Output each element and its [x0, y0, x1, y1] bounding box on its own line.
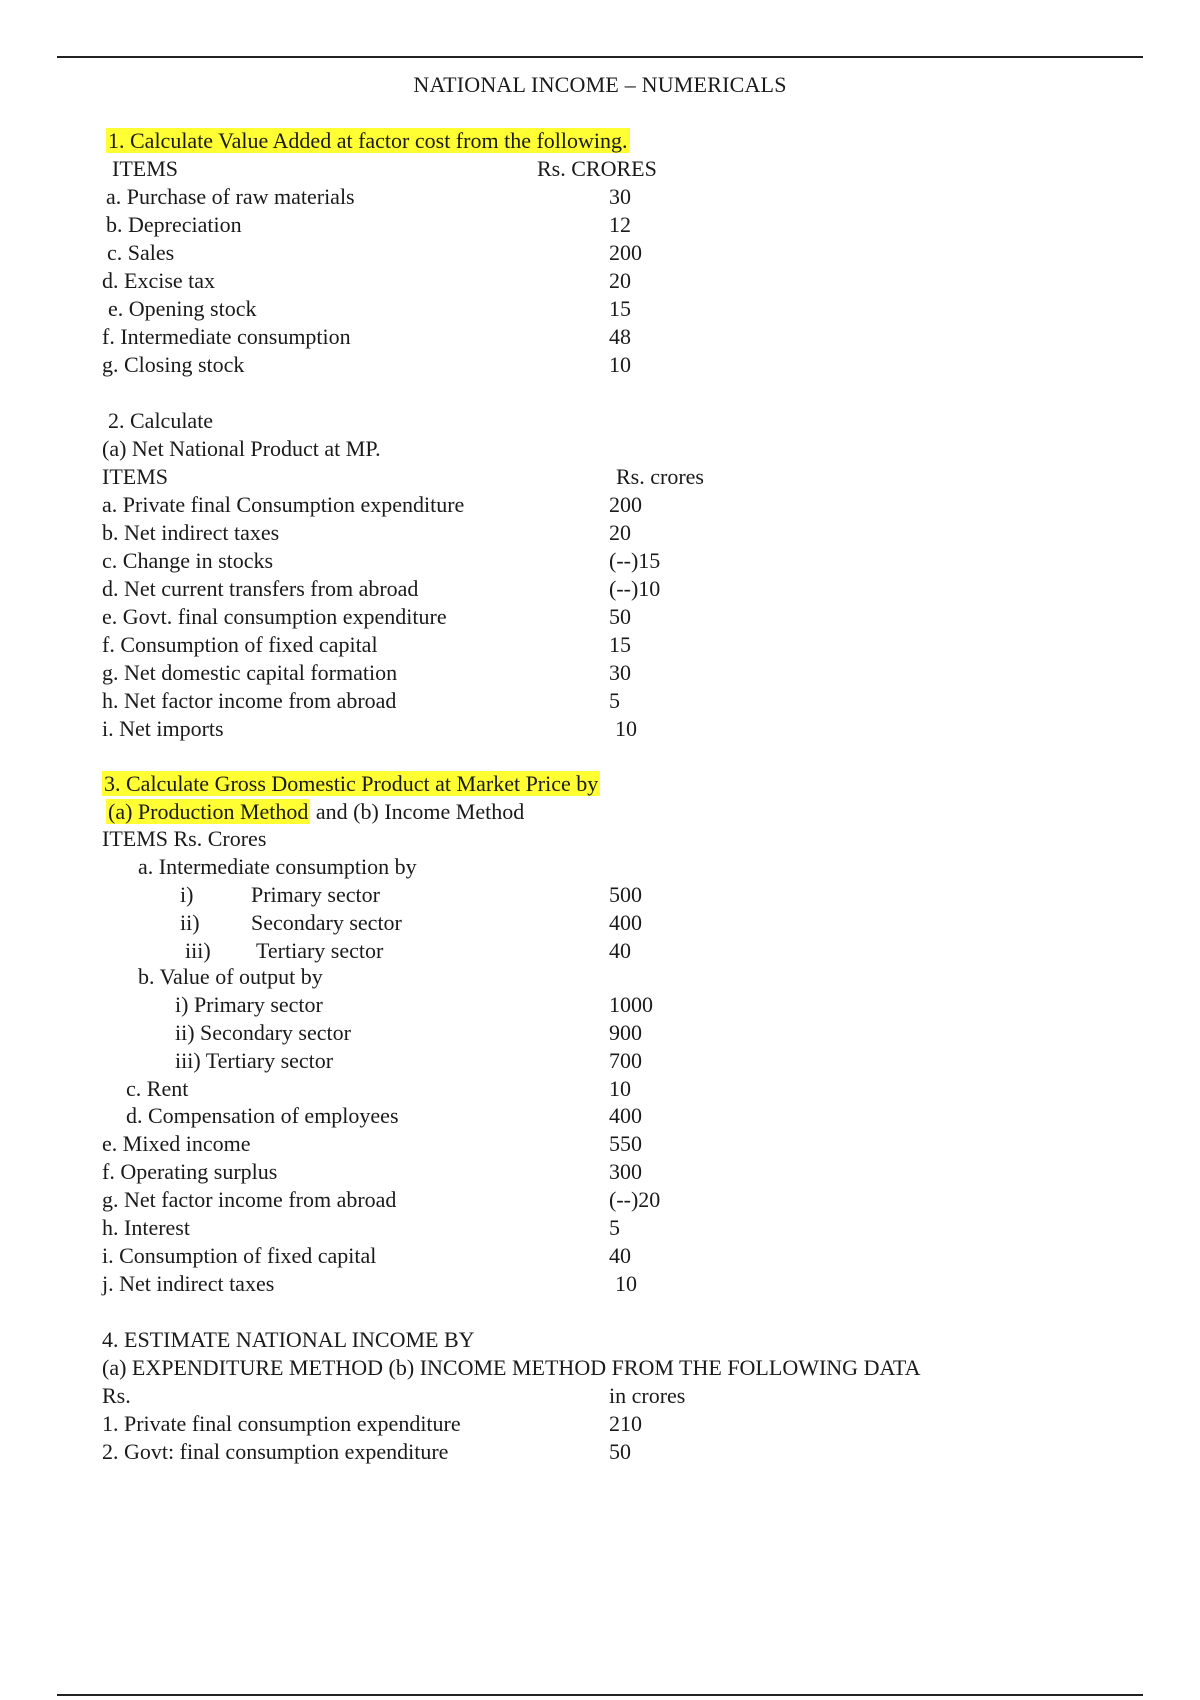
- q3-heading-line2: [106, 799, 524, 825]
- q3-a-row-value: 500: [609, 882, 642, 907]
- q4-row-label: 2. Govt: final consumption expenditure: [102, 1439, 449, 1464]
- q1-row-label: g. Closing stock: [102, 352, 245, 377]
- q1-heading: [106, 128, 630, 154]
- q3-b-row-label: iii) Tertiary sector: [175, 1048, 334, 1073]
- q1-row-value: 12: [609, 212, 631, 237]
- q2-col-unit: Rs. crores: [616, 464, 704, 489]
- q3-b-row-value: 900: [609, 1020, 642, 1045]
- q1-row-label: e. Opening stock: [108, 296, 257, 321]
- q2-row-value: 5: [609, 688, 620, 713]
- bottom-rule: [57, 1694, 1143, 1696]
- q3-a-row-label: Secondary sector: [251, 910, 402, 935]
- q3-row-value: 40: [609, 1243, 631, 1268]
- q3-heading-highlight: 3. Calculate Gross Domestic Product at Market Price by: [104, 771, 599, 796]
- q2-row-value: (--)15: [609, 548, 661, 573]
- q1-row-label: d. Excise tax: [102, 268, 216, 293]
- q3-a-row-value: 400: [609, 910, 642, 935]
- q2-row-label: f. Consumption of fixed capital: [102, 632, 378, 657]
- q3-row-value: 550: [609, 1131, 642, 1156]
- q2-row-value: 30: [609, 660, 631, 685]
- q1-row-label: f. Intermediate consumption: [102, 324, 351, 349]
- q1-col-unit: Rs. CRORES: [537, 156, 657, 181]
- q3-heading-rest: and (b) Income Method: [310, 799, 525, 824]
- q3-row-value: 300: [609, 1159, 642, 1184]
- q4-row-label: 1. Private final consumption expenditure: [102, 1411, 461, 1436]
- q4-col-left: Rs.: [102, 1383, 131, 1408]
- q2-row-label: h. Net factor income from abroad: [102, 688, 397, 713]
- q1-row-value: 10: [609, 352, 631, 377]
- q1-row-value: 15: [609, 296, 631, 321]
- q3-heading-line1: [102, 771, 600, 797]
- q2-row-label: i. Net imports: [102, 716, 224, 741]
- q4-subheading: (a) EXPENDITURE METHOD (b) INCOME METHOD FROM THE FOLLOWING DATA: [102, 1355, 921, 1380]
- q3-row-label: d. Compensation of employees: [126, 1103, 399, 1128]
- q3-row-label: f. Operating surplus: [102, 1159, 278, 1184]
- q3-a-num: iii): [185, 938, 211, 963]
- q2-row-label: d. Net current transfers from abroad: [102, 576, 419, 601]
- q2-row-value: 200: [609, 492, 642, 517]
- q2-row-label: c. Change in stocks: [102, 548, 274, 573]
- q2-heading: 2. Calculate: [108, 408, 214, 433]
- q4-row-value: 50: [609, 1439, 631, 1464]
- q3-a-row-label: Primary sector: [251, 882, 380, 907]
- q3-col-header: ITEMS Rs. Crores: [102, 826, 267, 851]
- q3-b-row-label: i) Primary sector: [175, 992, 323, 1017]
- q4-col-right: in crores: [609, 1383, 686, 1408]
- q3-a-num: i): [180, 882, 194, 907]
- q4-row-value: 210: [609, 1411, 642, 1436]
- q3-a-label: a. Intermediate consumption by: [138, 854, 417, 879]
- q1-row-label: a. Purchase of raw materials: [106, 184, 355, 209]
- q2-row-value: 10: [615, 716, 637, 741]
- q3-heading-highlight-method: (a) Production Method: [108, 799, 309, 824]
- q1-row-value: 20: [609, 268, 631, 293]
- q2-row-label: g. Net domestic capital formation: [102, 660, 398, 685]
- q3-a-row-value: 40: [609, 938, 631, 963]
- q3-row-label: e. Mixed income: [102, 1131, 251, 1156]
- q3-b-row-value: 1000: [609, 992, 653, 1017]
- q2-subheading: (a) Net National Product at MP.: [102, 436, 381, 461]
- q2-row-label: a. Private final Consumption expenditure: [102, 492, 465, 517]
- q3-row-value: 400: [609, 1103, 642, 1128]
- q3-a-row-label: Tertiary sector: [256, 938, 384, 963]
- q4-heading: 4. ESTIMATE NATIONAL INCOME BY: [102, 1327, 475, 1352]
- q3-row-label: c. Rent: [126, 1076, 189, 1101]
- q3-b-row-label: ii) Secondary sector: [175, 1020, 351, 1045]
- q1-col-items: ITEMS: [112, 156, 178, 181]
- q3-row-label: i. Consumption of fixed capital: [102, 1243, 377, 1268]
- q3-row-label: g. Net factor income from abroad: [102, 1187, 397, 1212]
- q2-row-value: (--)10: [609, 576, 661, 601]
- q3-row-label: h. Interest: [102, 1215, 190, 1240]
- q3-b-row-value: 700: [609, 1048, 642, 1073]
- q3-row-value: 10: [615, 1271, 637, 1296]
- q1-row-value: 48: [609, 324, 631, 349]
- q1-row-value: 30: [609, 184, 631, 209]
- q1-row-label: c. Sales: [107, 240, 175, 265]
- q3-row-value: 10: [609, 1076, 631, 1101]
- q3-a-num: ii): [180, 910, 200, 935]
- q1-row-value: 200: [609, 240, 642, 265]
- top-rule: [57, 56, 1143, 58]
- q3-row-label: j. Net indirect taxes: [102, 1271, 275, 1296]
- q1-heading-highlight: 1. Calculate Value Added at factor cost from the following.: [108, 128, 628, 153]
- q3-row-value: (--)20: [609, 1187, 661, 1212]
- q2-row-label: b. Net indirect taxes: [102, 520, 280, 545]
- q1-row-label: b. Depreciation: [106, 212, 242, 237]
- q2-row-label: e. Govt. final consumption expenditure: [102, 604, 447, 629]
- q2-row-value: 20: [609, 520, 631, 545]
- q3-b-label: b. Value of output by: [138, 964, 323, 989]
- q3-row-value: 5: [609, 1215, 620, 1240]
- q2-row-value: 15: [609, 632, 631, 657]
- q2-row-value: 50: [609, 604, 631, 629]
- page-title: NATIONAL INCOME – NUMERICALS: [413, 72, 787, 97]
- q2-col-items: ITEMS: [102, 464, 168, 489]
